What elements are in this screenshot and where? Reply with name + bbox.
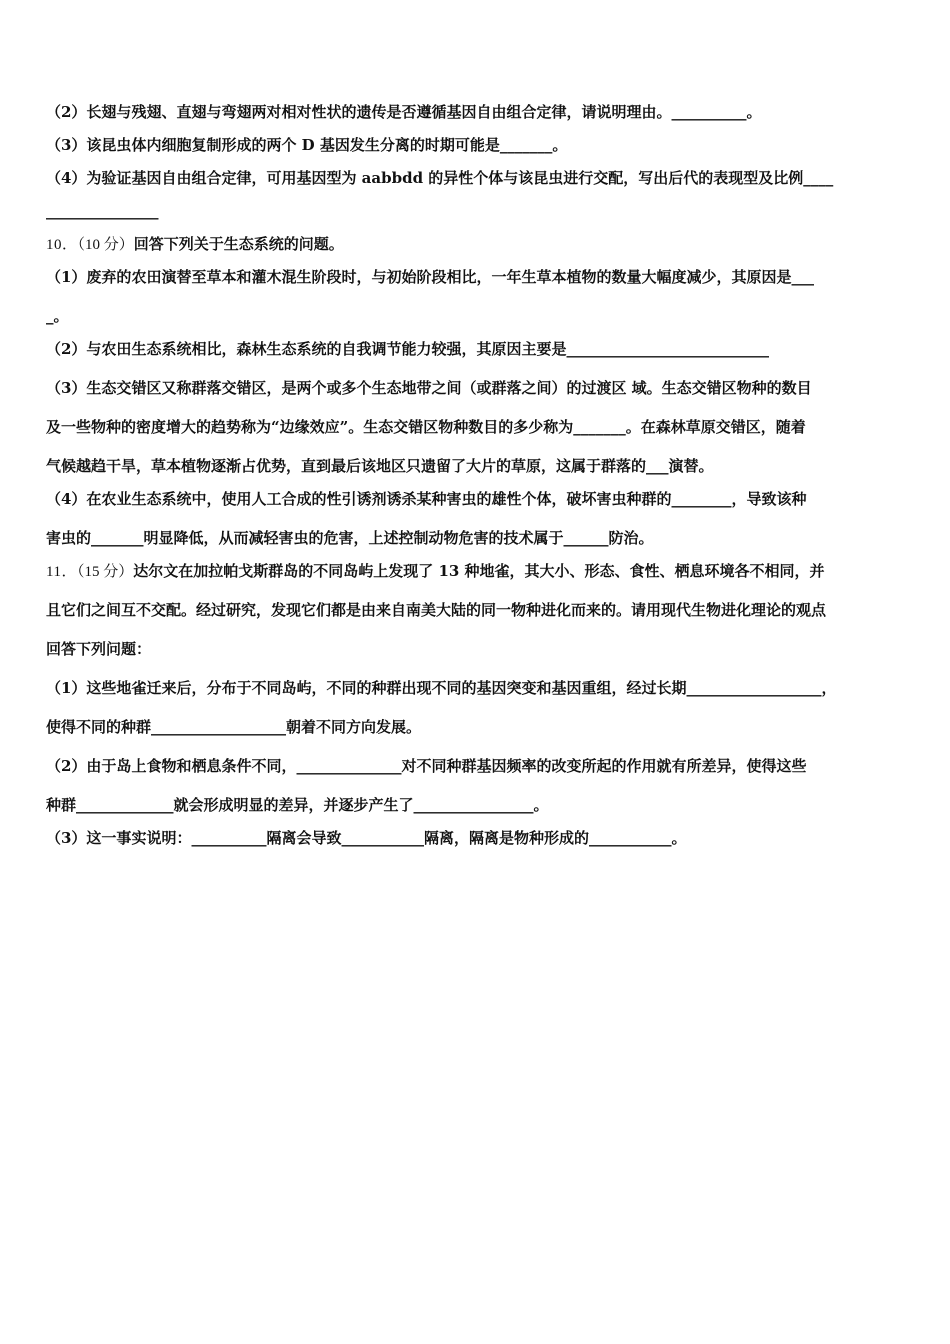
q10-part3-line-3: 气候越趋干旱，草本植物逐渐占优势，直到最后该地区只遗留了大片的草原，这属于群落的___演替。 <box>46 457 714 475</box>
q10-part4-line-2: 害虫的_______明显降低，从而减轻害虫的危害，上述控制动物危害的技术属于______防治。 <box>46 529 654 547</box>
q10-part3-line-2: 及一些物种的密度增大的趋势称为“边缘效应”。生态交错区物种数目的多少称为_______。在森林草原交错区，随着 <box>46 418 806 436</box>
q9-part4-line-1: （4）为验证基因自由组合定律，可用基因型为 aabbdd 的异性个体与该昆虫进行交配，写出后代的表现型及比例____ <box>46 169 834 187</box>
q10-part1-line-1: （1）废弃的农田演替至草本和灌木混生阶段时，与初始阶段相比，一年生草本植物的数量大幅度减少，其原因是___ <box>46 268 814 286</box>
q10-title: 回答下列关于生态系统的问题。 <box>133 235 344 253</box>
q9-part4-line-2: _______________ <box>46 202 159 220</box>
q11-part1-line-2: 使得不同的种群__________________朝着不同方向发展。 <box>46 718 422 736</box>
q10-number: 10． <box>46 237 78 253</box>
q10-heading <box>46 228 906 261</box>
q11-title-line-2: 且它们之间互不交配。经过研究，发现它们都是由来自南美大陆的同一物种进化而来的。请用现代生物进化理论的观点 <box>46 601 827 619</box>
q9-part2-line: （2）长翅与残翅、直翅与弯翅两对相对性状的遗传是否遵循基因自由组合定律，请说明理由。__________。 <box>46 103 762 121</box>
q10-part1-line-2: _。 <box>46 307 69 325</box>
q11-title-line-3: 回答下列问题： <box>46 640 152 658</box>
q11-part1-line-1: （1）这些地雀迁来后，分布于不同岛屿，不同的种群出现不同的基因突变和基因重组，经过长期__________________， <box>46 679 837 697</box>
q11-part2-line-2: 种群_____________就会形成明显的差异，并逐步产生了________________。 <box>46 796 549 814</box>
q9-part3-line: （3）该昆虫体内细胞复制形成的两个 D 基因发生分离的时期可能是_______。 <box>46 136 568 154</box>
q11-score: （15 分） <box>76 564 134 580</box>
q10-part4-line-1: （4）在农业生态系统中，使用人工合成的性引诱剂诱杀某种害虫的雄性个体，破坏害虫种群的________，导致该种 <box>46 490 807 508</box>
q11-part3-line: （3）这一事实说明：__________隔离会导致___________隔离，隔离是物种形成的___________。 <box>46 829 687 847</box>
q11-heading <box>46 555 906 594</box>
q10-part2-line: （2）与农田生态系统相比，森林生态系统的自我调节能力较强，其原因主要是___________________________ <box>46 340 769 358</box>
q11-title-line-1: 达尔文在加拉帕戈斯群岛的不同岛屿上发现了 13 种地雀，其大小、形态、食性、栖息环境各不相同，并 <box>133 562 825 580</box>
q10-score: （10 分） <box>77 237 134 253</box>
q10-part3-line-1: （3）生态交错区又称群落交错区，是两个或多个生态地带之间（或群落之间）的过渡区 域。生态交错区物种的数目 <box>46 379 812 397</box>
document-page <box>46 96 906 855</box>
q11-number: 11． <box>46 564 77 580</box>
q11-part2-line-1: （2）由于岛上食物和栖息条件不同，______________对不同种群基因频率的改变所起的作用就有所差异，使得这些 <box>46 757 807 775</box>
